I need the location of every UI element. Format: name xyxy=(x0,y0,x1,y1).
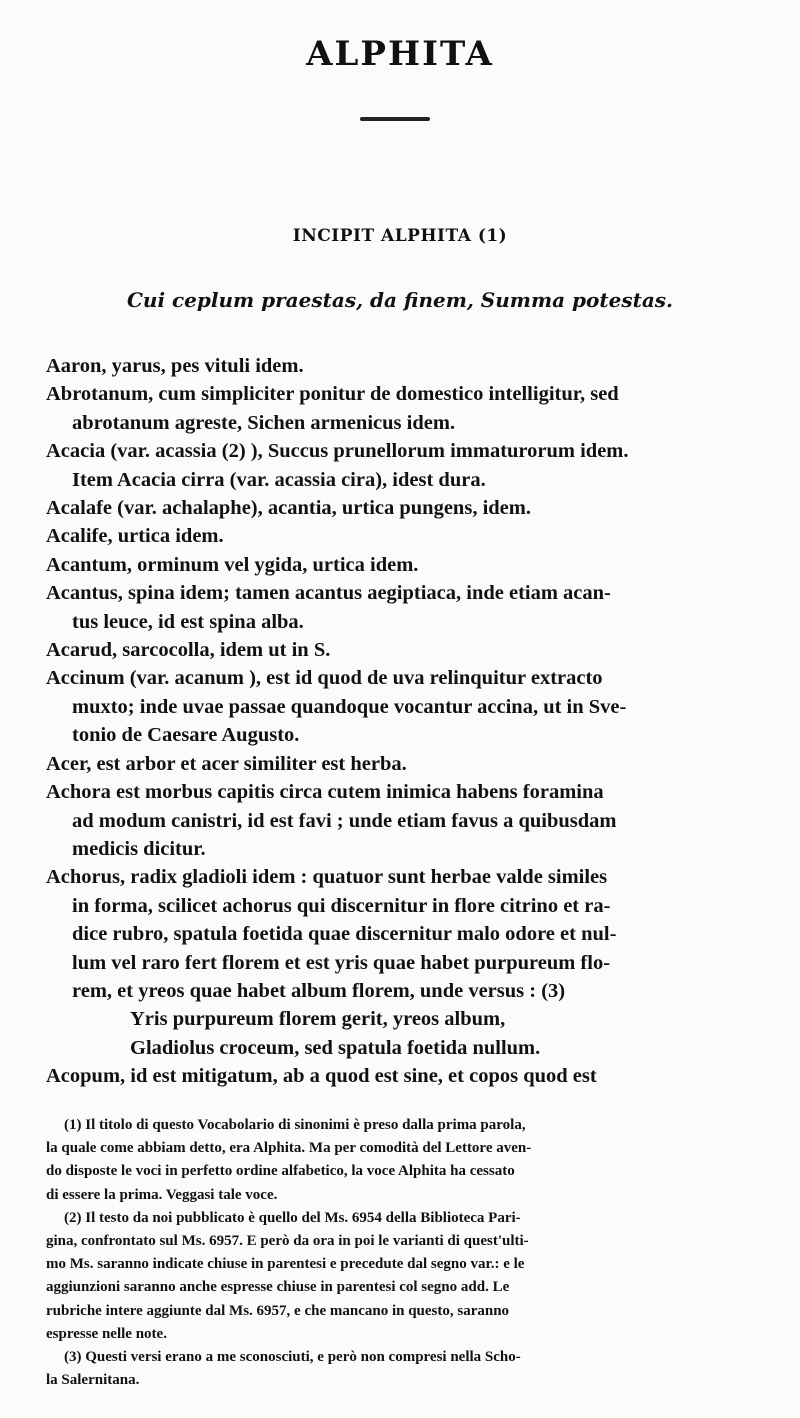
footnote-line: di essere la prima. Veggasi tale voce. xyxy=(46,1186,278,1203)
footnote xyxy=(46,1346,764,1392)
entry-line: ad modum canistri, id est favi ; unde etiam favus a quibusdam xyxy=(72,809,617,832)
entry-line: rem, et yreos quae habet album florem, unde versus : (3) xyxy=(72,979,566,1002)
glossary-entry xyxy=(46,352,764,380)
entry-line: tus leuce, id est spina alba. xyxy=(72,610,304,633)
footnote-line: espresse nelle note. xyxy=(46,1325,167,1342)
footnote-line: (3) Questi versi erano a me sconosciuti, e però non compresi nella Scho- xyxy=(64,1349,521,1366)
footnote-line: aggiunzioni saranno anche espresse chiuse in parentesi col segno add. Le xyxy=(46,1279,510,1296)
footnote-line: (1) Il titolo di questo Vocabolario di sinonimi è preso dalla prima parola, xyxy=(64,1117,526,1133)
entry-line: muxto; inde uvae passae quandoque vocantur accina, ut in Sve- xyxy=(72,695,627,718)
footnote-line: (2) Il testo da noi pubblicato è quello del Ms. 6954 della Biblioteca Pari- xyxy=(64,1209,521,1226)
glossary-entry xyxy=(46,579,764,636)
entry-line: tonio de Caesare Augusto. xyxy=(72,724,300,747)
entry-line: Accinum (var. acanum ), est id quod de uva relinquitur extracto xyxy=(46,667,603,690)
verse-line: Gladiolus croceum, sed spatula foetida nullum. xyxy=(130,1036,541,1059)
glossary-entry xyxy=(46,522,764,550)
footnote-line: la Salernitana. xyxy=(46,1372,140,1389)
glossary-entry xyxy=(46,863,764,1062)
entry-line: Acalafe (var. achalaphe), acantia, urtica pungens, idem. xyxy=(46,497,531,520)
footnote xyxy=(46,1207,764,1346)
glossary-entry xyxy=(46,551,764,579)
glossary-entry xyxy=(46,636,764,664)
entry-line: Acantum, orminum vel ygida, urtica idem. xyxy=(46,553,419,576)
entry-line: Aaron, yarus, pes vituli idem. xyxy=(46,355,304,377)
glossary-entry xyxy=(46,778,764,863)
glossary-entry xyxy=(46,664,764,749)
entry-line: Acarud, sarcocolla, idem ut in S. xyxy=(46,639,331,662)
glossary-entry xyxy=(46,494,764,522)
entry-line: lum vel raro fert florem et est yris quae habet purpureum flo- xyxy=(72,951,611,974)
glossary-entry xyxy=(46,1062,764,1090)
page-title: ALPHITA xyxy=(306,34,494,74)
entry-line: in forma, scilicet achorus qui discernitur in flore citrino et ra- xyxy=(72,894,611,917)
entry-line: medicis dicitur. xyxy=(72,837,206,860)
entry-line: Abrotanum, cum simpliciter ponitur de domestico intelligitur, sed xyxy=(46,383,619,406)
entry-line: Acacia (var. acassia (2) ), Succus prunellorum immaturorum idem. xyxy=(46,440,629,463)
verse-line: Yris purpureum florem gerit, yreos album, xyxy=(130,1008,506,1031)
entry-line: abrotanum agreste, Sichen armenicus idem. xyxy=(72,411,456,434)
footnote-line: mo Ms. saranno indicate chiuse in parentesi e precedute dal segno var.: e le xyxy=(46,1256,525,1273)
motto-line: Cui ceplum praestas, da finem, Summa potestas. xyxy=(126,288,673,312)
footnote-line: do disposte le voci in perfetto ordine alfabetico, la voce Alphita ha cessato xyxy=(46,1163,515,1180)
entry-line: Acantus, spina idem; tamen acantus aegiptiaca, inde etiam acan- xyxy=(46,582,611,605)
footnote-line: rubriche intere aggiunte dal Ms. 6957, e che mancano in questo, saranno xyxy=(46,1302,510,1319)
glossary-entry xyxy=(46,437,764,494)
entry-line: Achora est morbus capitis circa cutem inimica habens foramina xyxy=(46,781,604,804)
footnotes xyxy=(46,1114,764,1392)
title-divider xyxy=(360,117,430,121)
glossary-entry xyxy=(46,380,764,437)
footnote xyxy=(46,1114,764,1207)
incipit-heading: INCIPIT ALPHITA (1) xyxy=(292,226,508,246)
entry-line: Item Acacia cirra (var. acassia cira), idest dura. xyxy=(72,468,486,491)
footnote-line: la quale come abbiam detto, era Alphita. Ma per comodità del Lettore aven- xyxy=(46,1140,532,1157)
glossary-entry xyxy=(46,750,764,778)
entry-line: Acalife, urtica idem. xyxy=(46,525,224,548)
glossary-entries xyxy=(46,352,764,1091)
entry-line: Acer, est arbor et acer similiter est herba. xyxy=(46,752,407,775)
footnote-line: gina, confrontato sul Ms. 6957. E però da ora in poi le varianti di quest'ulti- xyxy=(46,1233,529,1250)
entry-line: dice rubro, spatula foetida quae discernitur malo odore et nul- xyxy=(72,923,617,946)
entry-line: Acopum, id est mitigatum, ab a quod est sine, et copos quod est xyxy=(46,1065,597,1088)
entry-line: Achorus, radix gladioli idem : quatuor sunt herbae valde similes xyxy=(46,866,608,889)
